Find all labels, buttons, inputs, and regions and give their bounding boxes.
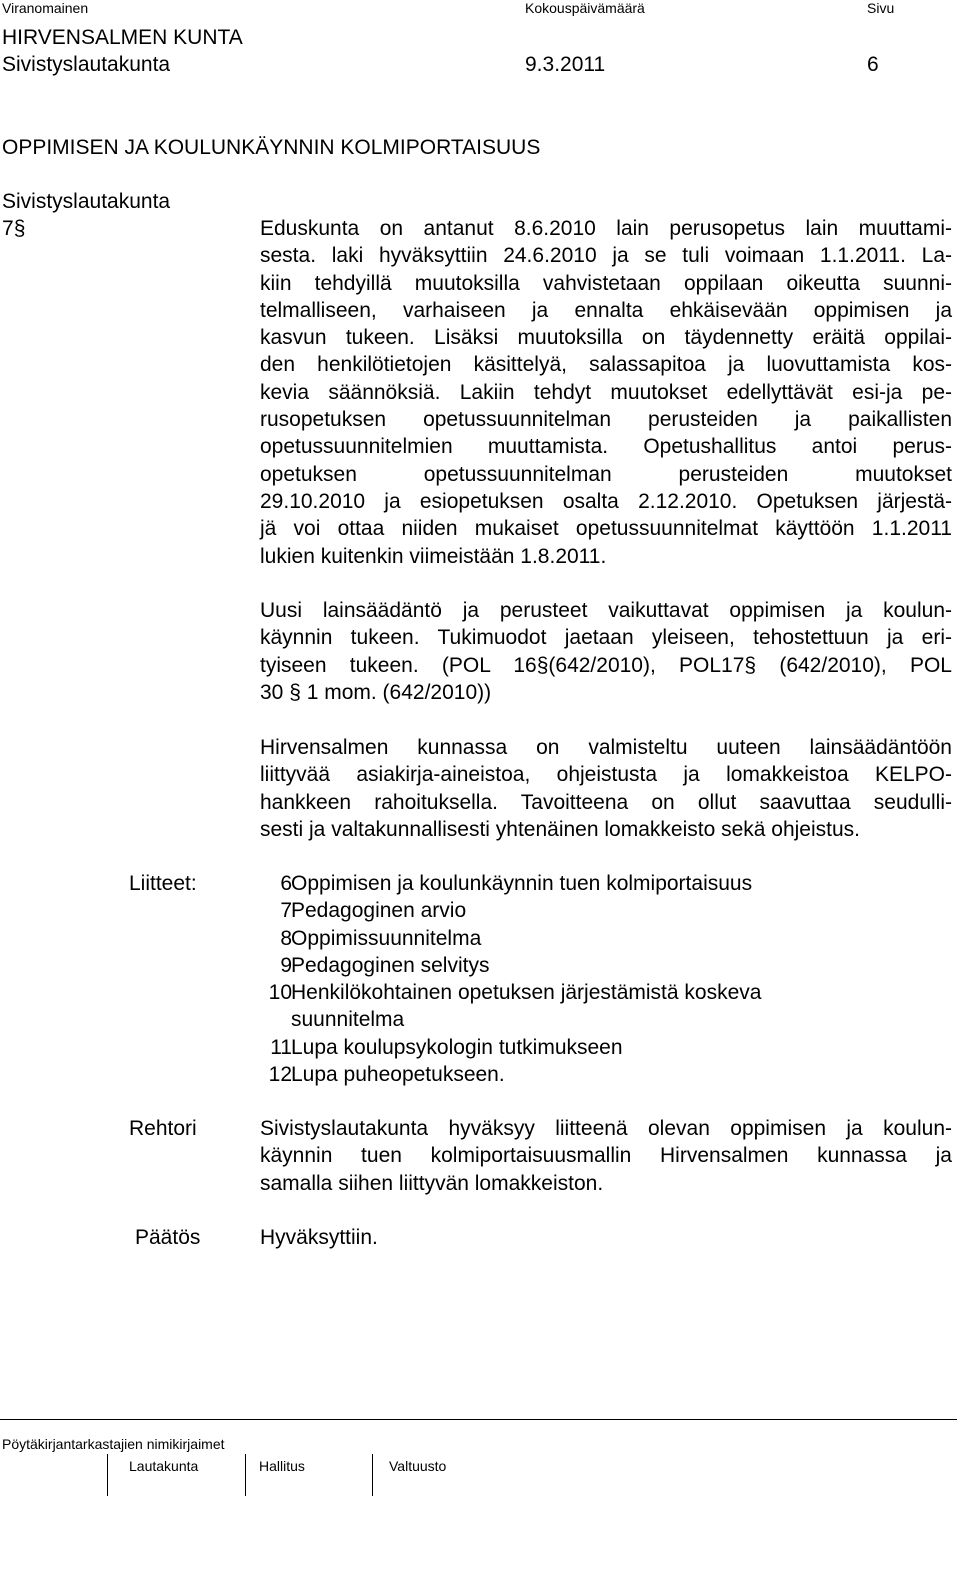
paragraph-line: hankkeen rahoituksella. Tavoitteena on ollut saavuttaa seudulli- bbox=[260, 790, 952, 814]
paragraph-line: rusopetuksen opetussuunnitelman perusteiden ja paikallisten bbox=[260, 408, 952, 432]
item-committee: Sivistyslautakunta bbox=[2, 190, 171, 213]
committee-name: Sivistyslautakunta bbox=[2, 53, 171, 76]
page-number: 6 bbox=[867, 53, 879, 76]
attachment-title: Lupa koulupsykologin tutkimukseen bbox=[291, 1035, 623, 1059]
attachment-item bbox=[260, 1006, 952, 1033]
attachment-item bbox=[260, 952, 952, 979]
footer-divider bbox=[107, 1454, 108, 1496]
attachment-item bbox=[260, 897, 952, 924]
footer-top-rule bbox=[0, 1419, 957, 1420]
attachment-number: 12 bbox=[268, 1063, 292, 1087]
paragraph-line: kiin tehdyillä muutoksilla vahvistetaan oppilaan oikeutta suunni- bbox=[260, 271, 952, 295]
proposal-line: käynnin tuen kolmiportaisuusmallin Hirvensalmen kunnassa ja bbox=[260, 1144, 952, 1168]
attachment-item bbox=[260, 870, 952, 897]
paragraph-number-value: 7 bbox=[2, 217, 14, 240]
paragraph-1 bbox=[260, 215, 952, 570]
meeting-date: 9.3.2011 bbox=[525, 53, 606, 76]
paragraph-line: Uusi lainsäädäntö ja perusteet vaikuttavat oppimisen ja koulun- bbox=[260, 599, 952, 622]
paragraph-line: opetussuunnitelmien muuttamista. Opetushallitus antoi perus- bbox=[260, 435, 952, 459]
paragraph-number bbox=[2, 215, 25, 243]
paragraph-line: Eduskunta on antanut 8.6.2010 lain perusopetus lain muuttami- bbox=[260, 217, 952, 240]
paragraph-sign: § bbox=[13, 217, 26, 240]
attachment-title: Oppimisen ja koulunkäynnin tuen kolmiportaisuus bbox=[291, 872, 753, 895]
paragraph-line: telmalliseen, varhaiseen ja ennalta ehkäisevään oppimisen ja bbox=[260, 298, 952, 322]
attachment-number: 10 bbox=[268, 981, 292, 1005]
attachment-item bbox=[260, 979, 952, 1006]
paragraph-line: tyiseen tukeen. (POL 16§(642/2010), POL17§ (642/2010), POL bbox=[260, 653, 952, 677]
footer-divider bbox=[372, 1454, 373, 1496]
attachments-list bbox=[260, 870, 952, 1088]
attachment-title: Lupa puheopetukseen. bbox=[291, 1063, 505, 1087]
paragraph-line: jä voi ottaa niiden mukaiset opetussuunnitelmat käyttöön 1.1.2011 bbox=[260, 517, 952, 541]
proposal-text bbox=[260, 1115, 952, 1197]
attachment-item bbox=[260, 925, 952, 952]
attachment-item bbox=[260, 1061, 952, 1088]
attachments-label: Liitteet: bbox=[129, 872, 197, 895]
paragraph-line: opetuksen opetussuunnitelman perusteiden muutokset bbox=[260, 462, 952, 486]
decision-label: Päätös bbox=[135, 1226, 201, 1249]
paragraph-line: den henkilötietojen käsittelyä, salassapitoa ja luovuttamista kos- bbox=[260, 353, 952, 377]
paragraph-line: kasvun tukeen. Lisäksi muutoksilla on täydennetty eräitä oppilai- bbox=[260, 326, 952, 350]
attachment-number: 11 bbox=[270, 1035, 292, 1059]
paragraph-line: käynnin tukeen. Tukimuodot jaetaan yleiseen, tehostettuun ja eri- bbox=[260, 626, 952, 650]
paragraph-line: liittyvää asiakirja-aineistoa, ohjeistusta ja lomakkeistoa KELPO- bbox=[260, 763, 952, 787]
proposal-label: Rehtori bbox=[129, 1117, 197, 1140]
attachment-title: suunnitelma bbox=[291, 1008, 405, 1032]
paragraph-2 bbox=[260, 597, 952, 706]
signatures-label: Pöytäkirjantarkastajien nimikirjaimet bbox=[2, 1436, 225, 1452]
proposal-line: Sivistyslautakunta hyväksyy liitteenä olevan oppimisen ja koulun- bbox=[260, 1117, 952, 1140]
footer-committee-label: Lautakunta bbox=[129, 1458, 199, 1474]
section-title: OPPIMISEN JA KOULUNKÄYNNIN KOLMIPORTAISUUS bbox=[2, 136, 541, 159]
attachment-number: 6 bbox=[280, 872, 292, 895]
attachment-title: Pedagoginen arvio bbox=[291, 899, 467, 923]
footer-board-label: Hallitus bbox=[259, 1458, 305, 1474]
paragraph-line: lukien kuitenkin viimeistään 1.8.2011. bbox=[260, 544, 607, 568]
attachment-number: 7 bbox=[280, 899, 292, 923]
paragraph-line: Hirvensalmen kunnassa on valmisteltu uuteen lainsäädäntöön bbox=[260, 736, 952, 759]
decision-text: Hyväksyttiin. bbox=[260, 1226, 378, 1249]
attachment-number: 8 bbox=[280, 926, 292, 950]
attachment-title: Oppimissuunnitelma bbox=[291, 926, 482, 950]
footer-divider bbox=[245, 1454, 246, 1496]
footer-council-label: Valtuusto bbox=[389, 1458, 447, 1474]
header-page-label: Sivu bbox=[867, 0, 895, 16]
paragraph-3 bbox=[260, 734, 952, 843]
attachment-item bbox=[260, 1034, 952, 1061]
proposal-line: samalla siihen liittyvän lomakkeiston. bbox=[260, 1171, 604, 1195]
attachment-title: Henkilökohtainen opetuksen järjestämistä koskeva bbox=[291, 981, 762, 1005]
attachment-number: 9 bbox=[280, 953, 292, 977]
organization-name: HIRVENSALMEN KUNTA bbox=[2, 26, 243, 49]
paragraph-line: 30 § 1 mom. (642/2010)) bbox=[260, 680, 492, 704]
paragraph-line: sesti ja valtakunnallisesti yhtenäinen lomakkeisto sekä ohjeistus. bbox=[260, 817, 860, 841]
header-meeting-date-label: Kokouspäivämäärä bbox=[525, 0, 645, 16]
header-authority-label: Viranomainen bbox=[2, 0, 89, 16]
paragraph-line: kevia säännöksiä. Lakiin tehdyt muutokset edellyttävät esi-ja pe- bbox=[260, 380, 952, 404]
paragraph-line: sesta. laki hyväksyttiin 24.6.2010 ja se tuli voimaan 1.1.2011. La- bbox=[260, 244, 952, 268]
attachment-title: Pedagoginen selvitys bbox=[291, 953, 490, 977]
paragraph-line: 29.10.2010 ja esiopetuksen osalta 2.12.2010. Opetuksen järjestä- bbox=[260, 489, 952, 513]
